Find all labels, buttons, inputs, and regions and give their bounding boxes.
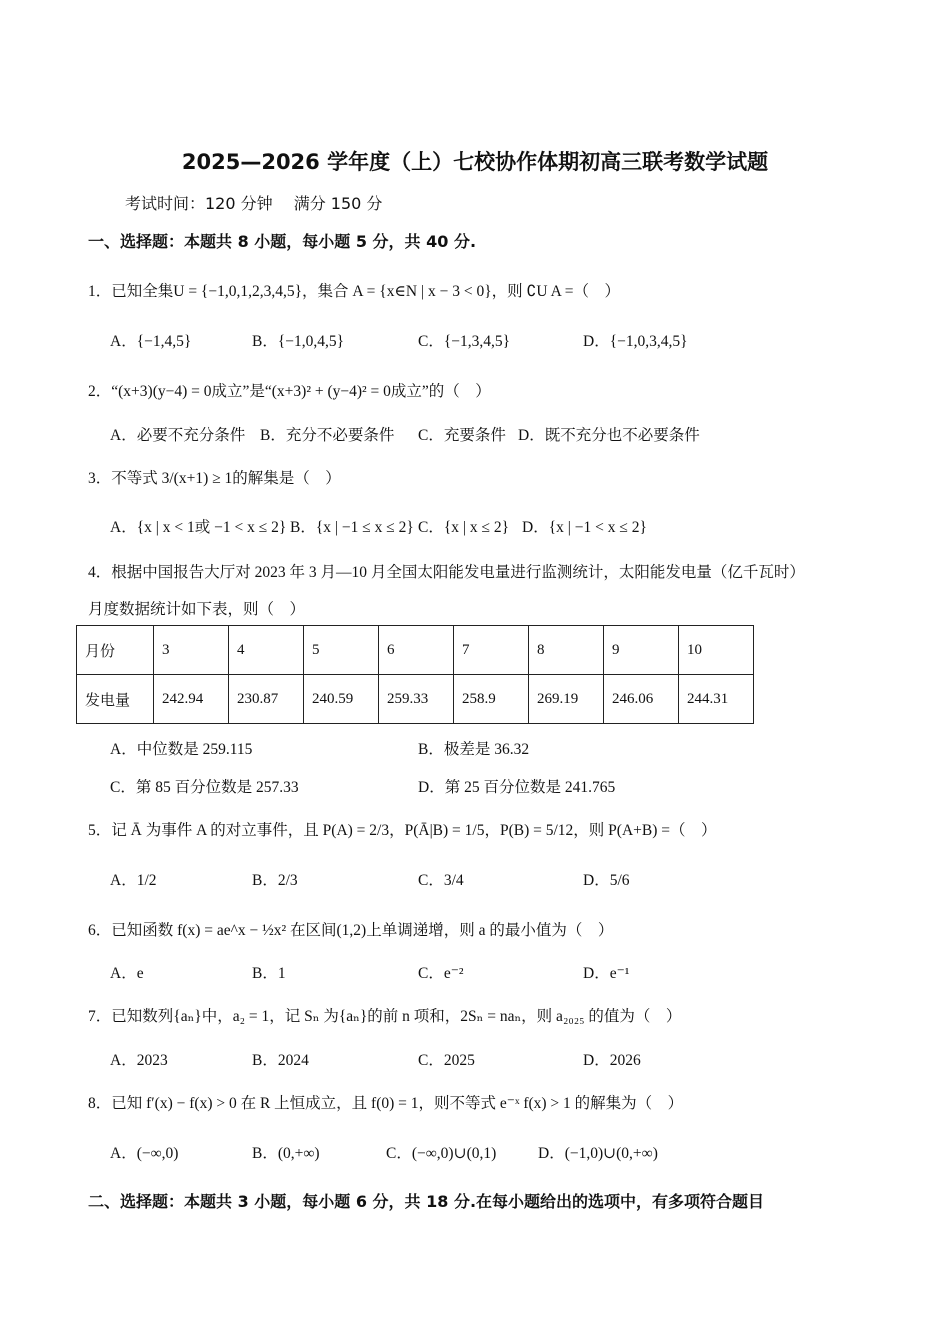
q2-option-b: B．充分不必要条件 xyxy=(260,427,395,444)
q8-option-b: B．(0,+∞) xyxy=(252,1145,320,1162)
table-cell: 5 xyxy=(304,626,379,675)
q1-option-d: D．{−1,0,3,4,5} xyxy=(583,333,688,350)
section-heading-1: 一、选择题：本题共 8 小题，每小题 5 分，共 40 分. xyxy=(88,232,477,251)
question-1: 1．已知全集U = {−1,0,1,2,3,4,5}，集合 A = {x∈N | x − 3 < 0}，则 ∁U A =（ ） xyxy=(88,283,621,300)
table-header-month: 月份 xyxy=(77,626,154,675)
table-cell: 9 xyxy=(604,626,679,675)
q6-option-c: C．e⁻² xyxy=(418,965,464,982)
q3-option-b: B．{x | −1 ≤ x ≤ 2} xyxy=(290,519,414,536)
exam-info: 考试时间：120 分钟 满分 150 分 xyxy=(125,194,383,213)
table-cell: 230.87 xyxy=(229,675,304,724)
q6-option-d: D．e⁻¹ xyxy=(583,965,630,982)
q8-option-a: A．(−∞,0) xyxy=(110,1145,179,1162)
table-row-months xyxy=(77,626,754,675)
q3-option-a: A．{x | x < 1或 −1 < x ≤ 2} xyxy=(110,519,287,536)
table-header-generation: 发电量 xyxy=(77,675,154,724)
q4-option-c: C．第 85 百分位数是 257.33 xyxy=(110,779,299,796)
table-row-values xyxy=(77,675,754,724)
q3-option-d: D．{x | −1 < x ≤ 2} xyxy=(522,519,647,536)
question-7: 7．已知数列{aₙ}中，a₂ = 1，记 Sₙ 为{aₙ}的前 n 项和，2Sₙ = naₙ，则 a₂₀₂₅ 的值为（ ） xyxy=(88,1008,682,1025)
q2-option-c: C．充要条件 xyxy=(418,427,506,444)
q5-option-b: B．2/3 xyxy=(252,872,298,889)
table-cell: 10 xyxy=(679,626,754,675)
q5-option-c: C．3/4 xyxy=(418,872,464,889)
table-cell: 4 xyxy=(229,626,304,675)
q2-option-d: D．既不充分也不必要条件 xyxy=(518,427,700,444)
question-4-line-2: 月度数据统计如下表，则（ ） xyxy=(88,601,306,618)
q2-option-a: A．必要不充分条件 xyxy=(110,427,246,444)
table-cell: 3 xyxy=(154,626,229,675)
q7-option-a: A．2023 xyxy=(110,1052,168,1069)
question-3: 3．不等式 3/(x+1) ≥ 1的解集是（ ） xyxy=(88,470,341,487)
q8-option-c: C．(−∞,0)∪(0,1) xyxy=(386,1145,497,1162)
q1-option-c: C．{−1,3,4,5} xyxy=(418,333,511,350)
table-cell: 258.9 xyxy=(454,675,529,724)
q8-option-d: D．(−1,0)∪(0,+∞) xyxy=(538,1145,658,1162)
question-5: 5．记 Ā 为事件 A 的对立事件，且 P(A) = 2/3，P(Ā|B) = 1/5，P(B) = 5/12，则 P(A+B) =（ ） xyxy=(88,822,717,839)
question-2: 2．“(x+3)(y−4) = 0成立”是“(x+3)² + (y−4)² = 0成立”的（ ） xyxy=(88,383,491,400)
q1-option-b: B．{−1,0,4,5} xyxy=(252,333,345,350)
table-cell: 259.33 xyxy=(379,675,454,724)
q7-option-c: C．2025 xyxy=(418,1052,475,1069)
table-cell: 242.94 xyxy=(154,675,229,724)
q4-option-b: B．极差是 36.32 xyxy=(418,741,530,758)
question-6: 6．已知函数 f(x) = ae^x − ½x² 在区间(1,2)上单调递增，则 a 的最小值为（ ） xyxy=(88,922,614,939)
q7-option-d: D．2026 xyxy=(583,1052,641,1069)
table-cell: 246.06 xyxy=(604,675,679,724)
page-title: 2025—2026 学年度（上）七校协作体期初高三联考数学试题 xyxy=(181,150,769,174)
table-cell: 7 xyxy=(454,626,529,675)
generation-table xyxy=(76,625,754,724)
q1-option-a: A．{−1,4,5} xyxy=(110,333,192,350)
table-cell: 244.31 xyxy=(679,675,754,724)
q4-option-a: A．中位数是 259.115 xyxy=(110,741,253,758)
q6-option-a: A．e xyxy=(110,965,144,982)
q7-option-b: B．2024 xyxy=(252,1052,309,1069)
table-cell: 8 xyxy=(529,626,604,675)
table-cell: 269.19 xyxy=(529,675,604,724)
table-cell: 240.59 xyxy=(304,675,379,724)
q5-option-a: A．1/2 xyxy=(110,872,157,889)
q5-option-d: D．5/6 xyxy=(583,872,630,889)
table-cell: 6 xyxy=(379,626,454,675)
q3-option-c: C．{x | x ≤ 2} xyxy=(418,519,510,536)
question-8: 8．已知 f′(x) − f(x) > 0 在 R 上恒成立，且 f(0) = 1，则不等式 e⁻ˣ f(x) > 1 的解集为（ ） xyxy=(88,1095,684,1112)
q4-option-d: D．第 25 百分位数是 241.765 xyxy=(418,779,616,796)
section-heading-2: 二、选择题：本题共 3 小题，每小题 6 分，共 18 分.在每小题给出的选项中，有多项符合题目 xyxy=(88,1192,765,1211)
question-4-line-1: 4．根据中国报告大厅对 2023 年 3 月—10 月全国太阳能发电量进行监测统计，太阳能发电量（亿千瓦时） xyxy=(88,564,805,581)
q6-option-b: B．1 xyxy=(252,965,286,982)
